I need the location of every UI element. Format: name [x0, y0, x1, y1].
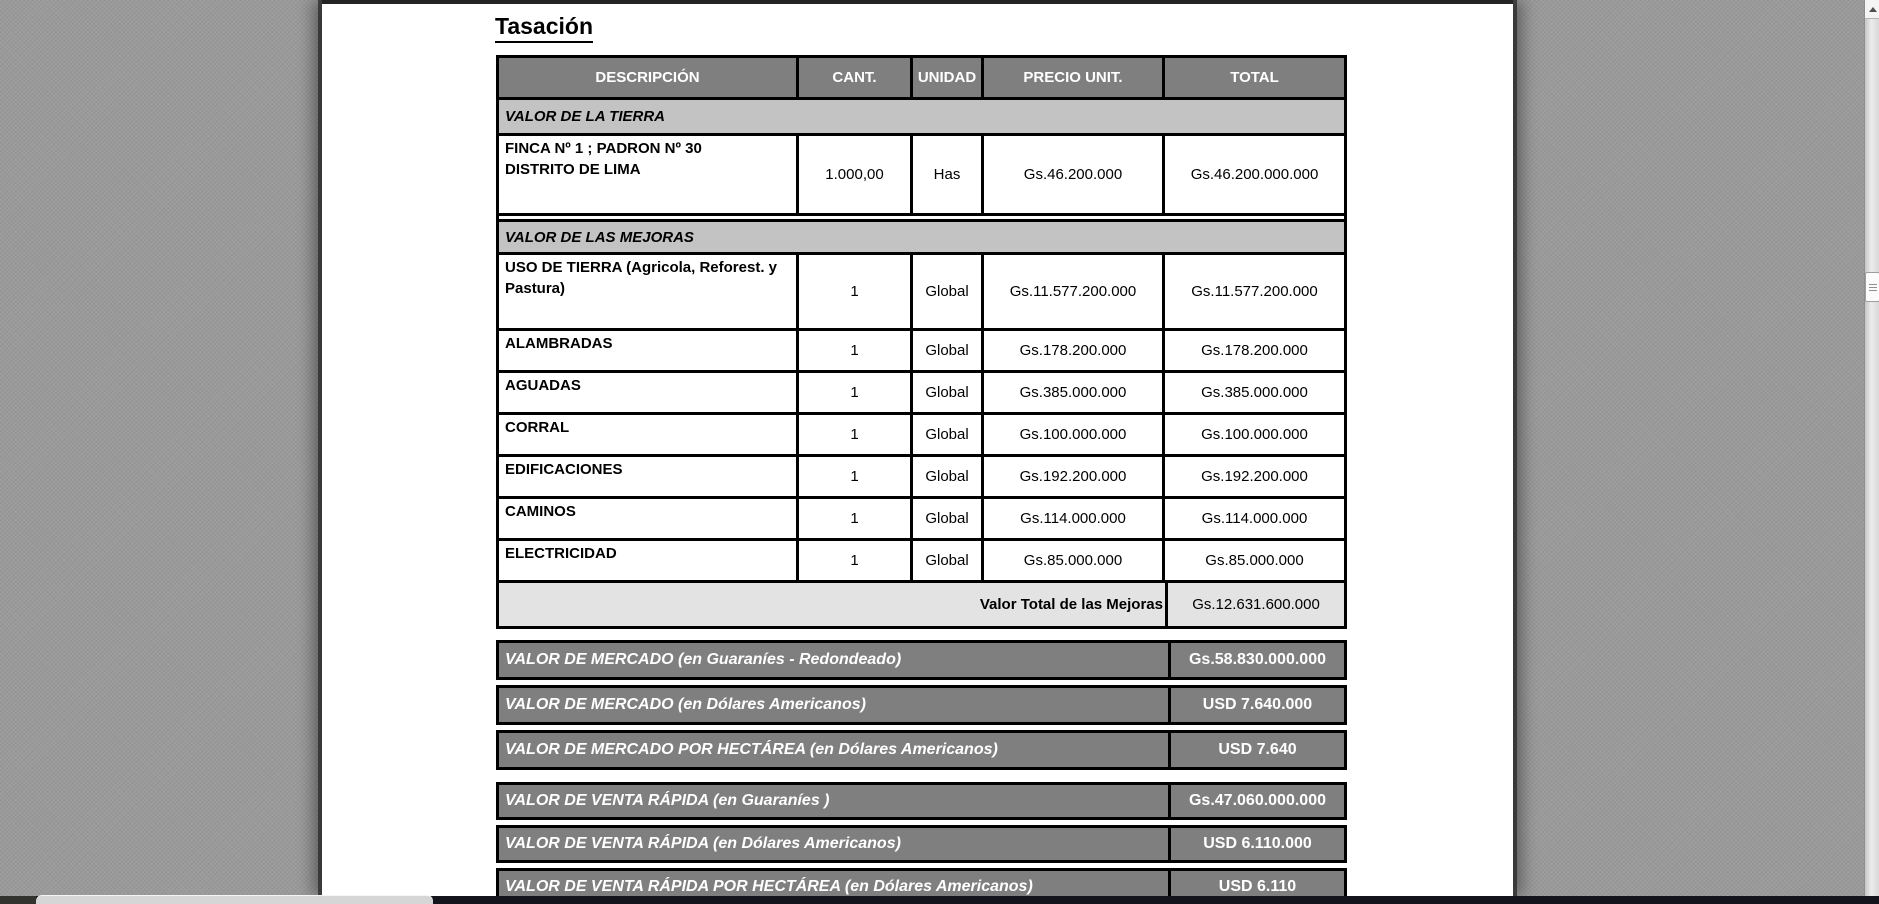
scroll-up-button[interactable] [1865, 0, 1879, 19]
summary-label: VALOR DE VENTA RÁPIDA POR HECTÁREA (en Dólares Americanos) [505, 878, 1033, 895]
summary-value: Gs.47.060.000.000 [1168, 785, 1344, 817]
cell-cant: 1 [799, 373, 913, 412]
cell-descripcion: CORRAL [499, 415, 799, 454]
table-row [499, 373, 1344, 415]
taskbar-left-segment [0, 896, 36, 904]
cell-precio-unit: Gs.192.200.000 [984, 457, 1165, 496]
cell-precio-unit: Gs.85.000.000 [984, 541, 1165, 580]
table-row [499, 499, 1344, 541]
document-page [322, 0, 1513, 896]
taskbar-edge [0, 896, 1879, 904]
table-row [499, 541, 1344, 583]
summary-label: VALOR DE MERCADO (en Dólares Americanos) [505, 696, 866, 713]
cell-descripcion: CAMINOS [499, 499, 799, 538]
summary-label: VALOR DE MERCADO POR HECTÁREA (en Dólares Americanos) [505, 741, 998, 758]
scrollbar-thumb[interactable] [1865, 272, 1879, 302]
cell-unidad: Global [913, 499, 984, 538]
finca-line2: DISTRITO DE LIMA [505, 161, 641, 178]
table-row-finca [499, 136, 1344, 216]
cell-unidad: Global [913, 541, 984, 580]
cell-precio-unit: Gs.46.200.000 [984, 136, 1165, 213]
page-top-edge [322, 0, 1513, 4]
header-cell-unidad: UNIDAD [913, 58, 984, 97]
summary-label: VALOR DE VENTA RÁPIDA (en Guaraníes ) [505, 792, 830, 809]
summary-row [496, 782, 1347, 820]
section-valor-de-las-mejoras: VALOR DE LAS MEJORAS [499, 219, 1344, 255]
header-cell-precio-unit: PRECIO UNIT. [984, 58, 1165, 97]
cell-total: Gs.178.200.000 [1201, 342, 1308, 359]
summary-value: USD 7.640 [1168, 733, 1344, 767]
table-row [499, 255, 1344, 331]
table-row [499, 415, 1344, 457]
cell-descripcion: AGUADAS [499, 373, 799, 412]
table-header-row [499, 58, 1344, 100]
table-row [499, 331, 1344, 373]
cell-total: Gs.85.000.000 [1205, 552, 1304, 569]
cell-descripcion: EDIFICACIONES [499, 457, 799, 496]
cell-precio-unit: Gs.178.200.000 [984, 331, 1165, 370]
total-mejoras-label: Valor Total de las Mejoras [979, 596, 1163, 613]
summary-label: VALOR DE VENTA RÁPIDA (en Dólares Americanos) [505, 835, 901, 852]
summary-value: USD 6.110 [1168, 871, 1344, 903]
summary-value: Gs.58.830.000.000 [1168, 643, 1344, 677]
taskbar-app-button[interactable] [36, 895, 433, 904]
cell-descripcion: ALAMBRADAS [499, 331, 799, 370]
cell-descripcion: USO DE TIERRA (Agricola, Reforest. y Pastura) [499, 255, 799, 328]
cell-unidad: Global [913, 457, 984, 496]
cell-unidad: Global [913, 331, 984, 370]
scrollbar-grip-icon [1869, 287, 1877, 288]
cell-total: Gs.11.577.200.000 [1191, 283, 1318, 300]
summary-value: USD 6.110.000 [1168, 828, 1344, 860]
document-title: Tasación [495, 13, 593, 43]
cell-cant: 1 [799, 541, 913, 580]
cell-cant: 1 [799, 331, 913, 370]
finca-line1: FINCA Nº 1 ; PADRON Nº 30 [505, 140, 702, 157]
cell-cant: 1 [799, 499, 913, 538]
summary-row [496, 685, 1347, 725]
total-mejoras-value: Gs.12.631.600.000 [1165, 583, 1344, 626]
summary-row [496, 825, 1347, 863]
cell-unidad: Global [913, 373, 984, 412]
scroll-up-icon [1869, 7, 1877, 12]
cell-descripcion [499, 136, 799, 213]
summary-row [496, 730, 1347, 770]
cell-precio-unit: Gs.114.000.000 [984, 499, 1165, 538]
header-cell-descripcion: DESCRIPCIÓN [499, 58, 799, 97]
section-valor-de-la-tierra: VALOR DE LA TIERRA [499, 100, 1344, 136]
cell-unidad: Has [913, 136, 984, 213]
summary-value: USD 7.640.000 [1168, 688, 1344, 722]
cell-precio-unit: Gs.385.000.000 [984, 373, 1165, 412]
header-cell-cant: CANT. [799, 58, 913, 97]
summary-quick-sale-value [496, 782, 1347, 904]
cell-descripcion: ELECTRICIDAD [499, 541, 799, 580]
cell-precio-unit: Gs.11.577.200.000 [984, 255, 1165, 328]
cell-total: Gs.192.200.000 [1201, 468, 1308, 485]
cell-total: Gs.46.200.000.000 [1190, 166, 1319, 183]
cell-total: Gs.385.000.000 [1201, 384, 1308, 401]
header-cell-total: TOTAL [1230, 69, 1279, 86]
cell-cant: 1 [799, 255, 913, 328]
summary-label: VALOR DE MERCADO (en Guaraníes - Redondeado) [505, 651, 902, 668]
cell-precio-unit: Gs.100.000.000 [984, 415, 1165, 454]
cell-cant: 1 [799, 457, 913, 496]
summary-row [496, 640, 1347, 680]
summary-market-value [496, 640, 1347, 775]
vertical-scrollbar[interactable] [1864, 0, 1879, 904]
cell-unidad: Global [913, 255, 984, 328]
table-row [499, 457, 1344, 499]
total-mejoras-row [499, 583, 1344, 626]
cell-total: Gs.114.000.000 [1201, 510, 1308, 527]
cell-cant: 1.000,00 [799, 136, 913, 213]
cell-cant: 1 [799, 415, 913, 454]
tasacion-table [496, 55, 1347, 629]
cell-total: Gs.100.000.000 [1201, 426, 1308, 443]
cell-unidad: Global [913, 415, 984, 454]
